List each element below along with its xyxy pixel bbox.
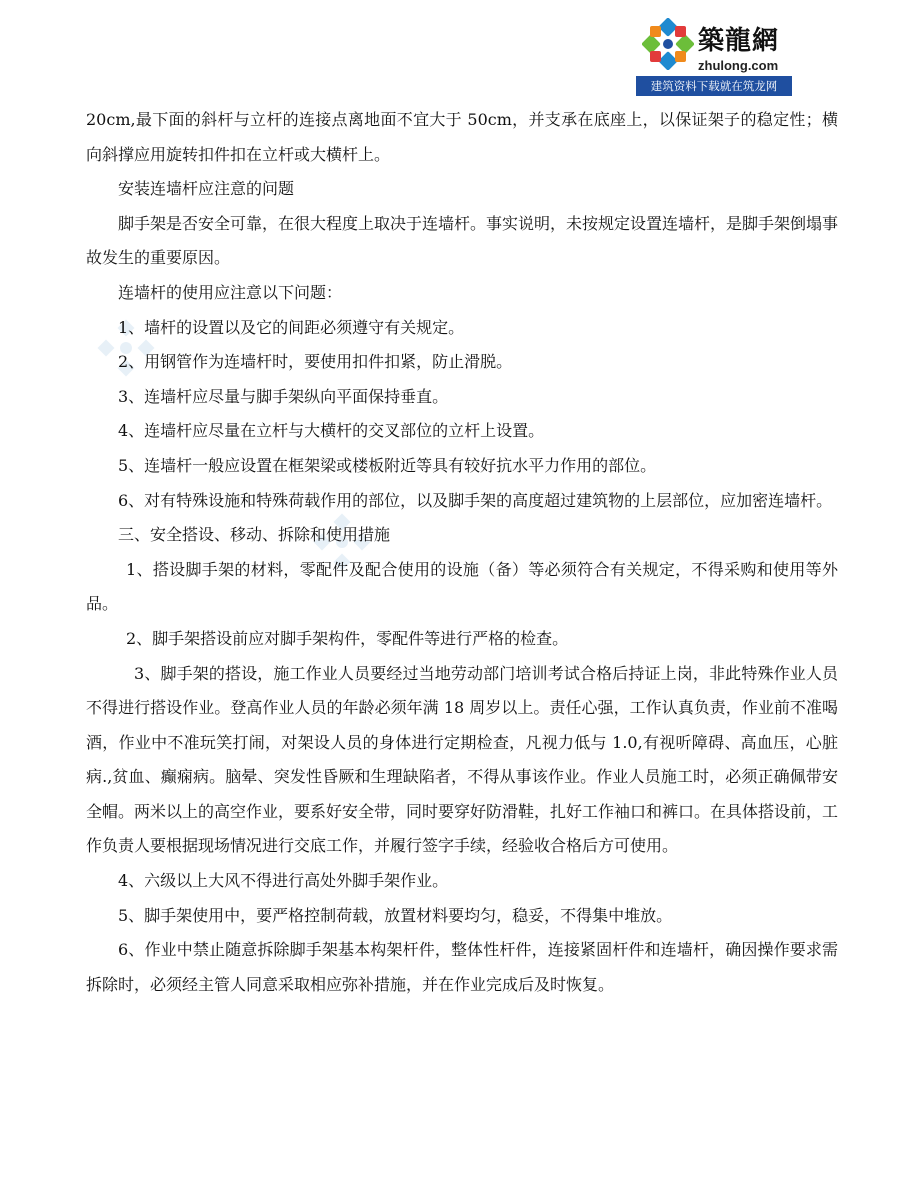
list-item: 1、墙杆的设置以及它的间距必须遵守有关规定。 [118,317,465,337]
list-item: 4、六级以上大风不得进行高处外脚手架作业。 [118,871,449,891]
logo-name: 築龍網 [698,26,780,56]
zhulong-logo [636,12,792,98]
paragraph: 20cm,最下面的斜杆与立杆的连接点离地面不宜大于 50cm，并支承在底座上，以保证架子的稳定性；横向斜撑应用旋转扣件扣在立杆或大横杆上。 [86,110,838,164]
snowflake-logo-icon [642,18,694,70]
list-item: 5、脚手架使用中，要严格控制荷载，放置材料要均匀，稳妥，不得集中堆放。 [118,905,673,925]
list-item: 2、脚手架搭设前应对脚手架构件，零配件等进行严格的检查。 [126,628,569,648]
document-body [86,103,838,1002]
list-item: 4、连墙杆应尽量在立杆与大横杆的交叉部位的立杆上设置。 [118,421,545,441]
list-item: 3、连墙杆应尽量与脚手架纵向平面保持垂直。 [118,386,449,406]
list-item: 2、用钢管作为连墙杆时，要使用扣件扣紧，防止滑脱。 [118,352,513,372]
section-heading: 三、安全搭设、移动、拆除和使用措施 [118,525,391,545]
section-heading: 安装连墙杆应注意的问题 [118,179,295,199]
logo-url: zhulong.com [698,58,779,73]
logo-slogan-banner: 建筑资料下载就在筑龙网 [636,76,792,96]
list-item: 6、对有特殊设施和特殊荷载作用的部位，以及脚手架的高度超过建筑物的上层部位，应加密连墙杆。 [118,490,833,510]
list-item: 6、作业中禁止随意拆除脚手架基本构架杆件，整体性杆件，连接紧固杆件和连墙杆，确因操作要求需拆除时，必须经主管人同意采取相应弥补措施，并在作业完成后及时恢复。 [86,940,838,994]
paragraph: 连墙杆的使用应注意以下问题： [118,282,343,302]
list-item: 1、搭设脚手架的材料，零配件及配合使用的设施（备）等必须符合有关规定，不得采购和使用等外品。 [86,559,838,614]
list-item: 5、连墙杆一般应设置在框架梁或楼板附近等具有较好抗水平力作用的部位。 [118,455,657,475]
paragraph: 脚手架是否安全可靠，在很大程度上取决于连墙杆。事实说明，未按规定设置连墙杆，是脚手架倒塌事故发生的重要原因。 [86,213,839,268]
list-item: 3、脚手架的搭设，施工作业人员要经过当地劳动部门培训考试合格后持证上岗，非此特殊作业人员不得进行搭设作业。登高作业人员的年龄必须年满 18 周岁以上。责任心强，工作认真负责，作业前不准喝酒，作业中不准玩笑打闹，对架设人员的身体进行定期检查，凡视力低与 1.0,有视听障碍、高血压，心脏病.,贫血、癫痫病。脑晕、突发性昏厥和生理缺陷者，不得从事该作业。作业人员施工时，必须正确佩带安全帽。两米以上的高空作业，要系好安全带，同时要穿好防滑鞋，扎好工作袖口和裤口。在具体搭设前，工作负责人要根据现场情况进行交底工作，并履行签字手续，经验收合格后方可使用。 [86,663,839,856]
